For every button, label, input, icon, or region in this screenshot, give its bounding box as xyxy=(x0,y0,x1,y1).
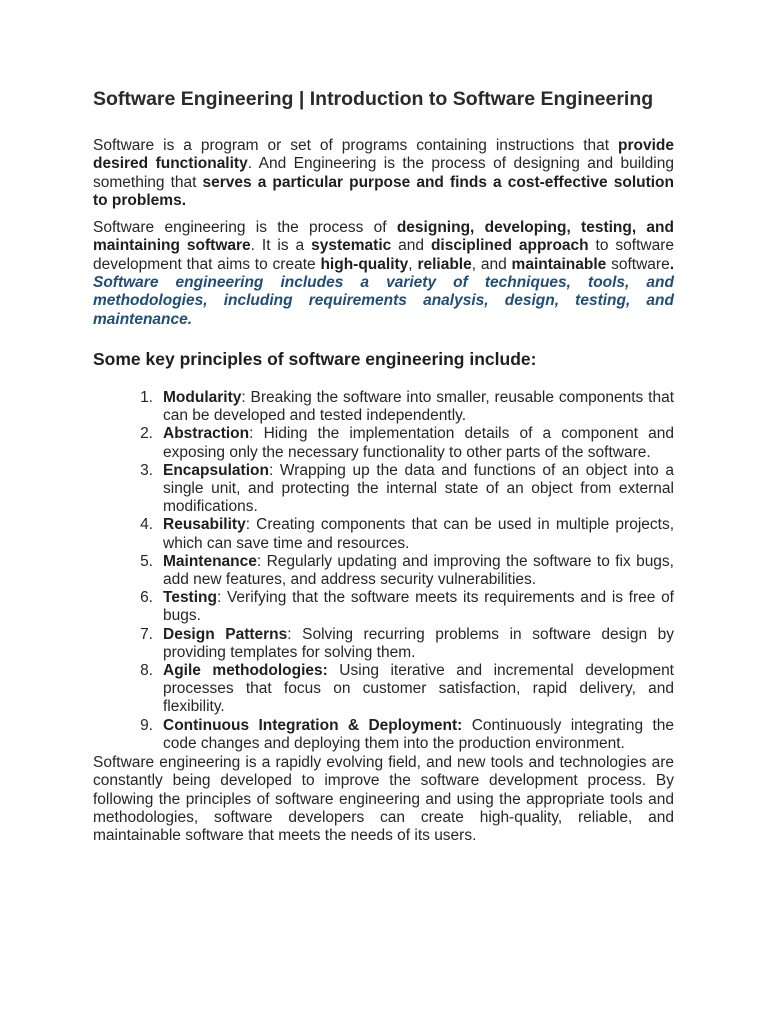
list-term: Modularity xyxy=(163,388,242,406)
bold-run: designing, developing, testing, and maintaining software xyxy=(93,219,674,255)
list-description: Continuously integrating the code changes and deploying them into the production environment. xyxy=(163,716,674,752)
list-term: Reusability xyxy=(163,516,246,534)
bold-run: serves a particular purpose and finds a cost-effective solution to problems. xyxy=(93,173,674,209)
list-term: Maintenance xyxy=(163,552,257,570)
list-number: 3. xyxy=(140,461,153,479)
text-run: , xyxy=(408,255,418,273)
bold-run: reliable xyxy=(417,255,472,273)
list-description: : Verifying that the software meets its requirements and is free of bugs. xyxy=(163,589,674,625)
list-number: 9. xyxy=(140,716,153,734)
list-term: Continuous Integration & Deployment: xyxy=(163,716,463,734)
list-item xyxy=(93,389,674,425)
page-title: Software Engineering | Introduction to Software Engineering xyxy=(93,88,654,110)
list-term: Design Patterns xyxy=(163,625,288,643)
list-term: Abstraction xyxy=(163,425,250,443)
bold-run: provide desired functionality xyxy=(93,137,674,173)
list-description: : Regularly updating and improving the software to fix bugs, add new features, and address security vulnerabilities. xyxy=(163,552,674,588)
list-number: 1. xyxy=(140,388,153,406)
intro-paragraph-1 xyxy=(93,137,674,210)
list-item xyxy=(93,462,674,517)
principles-list xyxy=(93,389,674,753)
closing-paragraph: Software engineering is a rapidly evolving field, and new tools and technologies are constantly being developed to improve the software development process. By following the principles of software engineering and using the appropriate tools and methodologies, software developers can create high-quality, reliable, and maintainable software that meets the needs of its users. xyxy=(93,754,674,845)
list-number: 2. xyxy=(140,425,153,443)
text-run: Software engineering is the process of xyxy=(93,219,397,237)
text-run: to software development that aims to create xyxy=(93,237,674,273)
bold-run: systematic xyxy=(311,237,392,255)
list-description: : Wrapping up the data and functions of an object into a single unit, and protecting the internal state of an object from external modifications. xyxy=(163,461,674,516)
list-item xyxy=(93,516,674,552)
list-number: 8. xyxy=(140,662,153,680)
bold-run: disciplined approach xyxy=(430,237,589,255)
list-number: 4. xyxy=(140,516,153,534)
list-term: Encapsulation xyxy=(163,461,269,479)
list-term: Agile methodologies: xyxy=(163,662,328,680)
list-number: 6. xyxy=(140,589,153,607)
bold-run: maintainable xyxy=(511,255,607,273)
list-description: : Hiding the implementation details of a component and exposing only the necessary functionality to other parts of the software. xyxy=(163,425,674,461)
document-body xyxy=(93,87,674,846)
list-number: 5. xyxy=(140,552,153,570)
list-description: : Breaking the software into smaller, reusable components that can be developed and tested independently. xyxy=(163,388,674,425)
list-item xyxy=(93,626,674,662)
principles-heading: Some key principles of software engineering include: xyxy=(93,348,537,369)
text-run: . It is a xyxy=(250,237,312,255)
list-item xyxy=(93,589,674,625)
list-item xyxy=(93,662,674,717)
list-item xyxy=(93,553,674,589)
text-run: software xyxy=(606,255,670,273)
text-run: Software is a program or set of programs containing instructions that xyxy=(93,137,619,154)
list-description: : Creating components that can be used in multiple projects, which can save time and resources. xyxy=(163,516,674,552)
bold-run: . xyxy=(669,255,675,273)
list-item xyxy=(93,425,674,461)
text-run: and xyxy=(391,237,431,255)
intro-paragraph-2 xyxy=(93,219,674,329)
list-description: : Solving recurring problems in software design by providing templates for solving them. xyxy=(163,625,674,661)
list-term: Testing xyxy=(163,589,217,607)
text-run: , and xyxy=(471,255,512,273)
highlighted-italic-text: Software engineering includes a variety of techniques, tools, and methodologies, including requirements analysis, design, testing, and maintenance. xyxy=(93,274,674,328)
list-number: 7. xyxy=(140,625,153,643)
bold-run: high-quality xyxy=(320,255,409,273)
text-run: . And Engineering is the process of designing and building something that xyxy=(93,155,674,191)
list-description: Using iterative and incremental development processes that focus on customer satisfaction, rapid delivery, and flexibility. xyxy=(163,662,674,716)
list-item xyxy=(93,717,674,753)
